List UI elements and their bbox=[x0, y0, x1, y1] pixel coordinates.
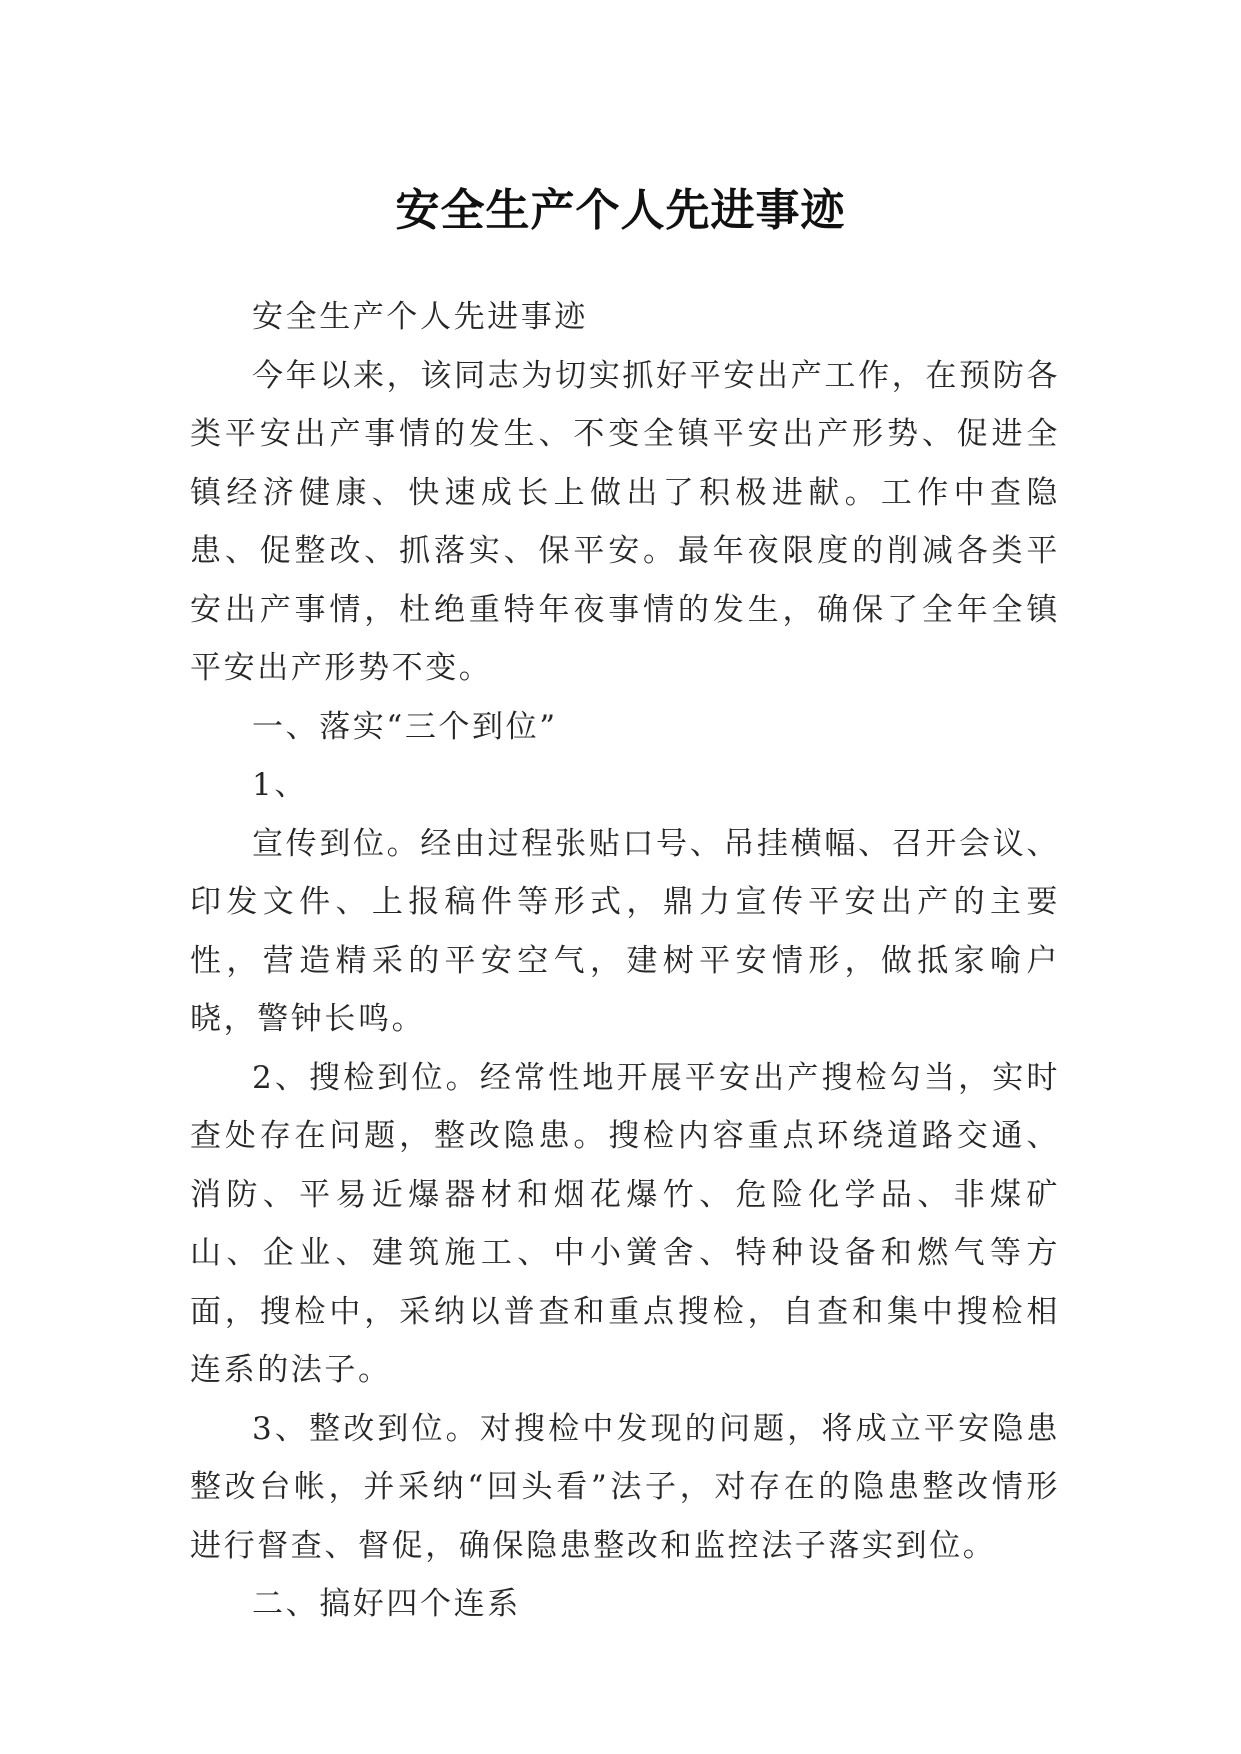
section-heading-2: 二、搞好四个连系 bbox=[252, 1586, 521, 1622]
paragraph-subtitle: 安全生产个人先进事迹 bbox=[252, 299, 588, 335]
paragraph-item-2: 2、搜检到位。经常性地开展平安出产搜检勾当，实时查处存在问题，整改隐患。搜检内容重点环绕道路交通、消防、平易近爆器材和烟花爆竹、危险化学品、非煤矿山、企业、建筑施工、中小黉舍、特种设备和燃气等方面，搜检中，采纳以普查和重点搜检，自查和集中搜检相连系的法子。 bbox=[190, 1059, 1060, 1388]
list-number-1: 1、 bbox=[252, 767, 308, 803]
document-title: 安全生产个人先进事迹 bbox=[395, 185, 846, 237]
paragraph-item-3: 3、整改到位。对搜检中发现的问题，将成立平安隐患整改台帐，并采纳“回头看”法子，对存在的隐患整改情形进行督查、督促，确保隐患整改和监控法子落实到位。 bbox=[190, 1410, 1060, 1564]
paragraph-item-1: 宣传到位。经由过程张贴口号、吊挂横幅、召开会议、印发文件、上报稿件等形式，鼎力宣传平安出产的主要性，营造精采的平安空气，建树平安情形，做抵家喻户晓，警钟长鸣。 bbox=[190, 825, 1060, 1037]
paragraph-intro: 今年以来，该同志为切实抓好平安出产工作，在预防各类平安出产事情的发生、不变全镇平安出产形势、促进全镇经济健康、快速成长上做出了积极进献。工作中查隐患、促整改、抓落实、保平安。最年夜限度的削减各类平安出产事情，杜绝重特年夜事情的发生，确保了全年全镇平安出产形势不变。 bbox=[190, 357, 1060, 686]
section-heading-1: 一、落实“三个到位” bbox=[252, 708, 558, 745]
document-body bbox=[190, 288, 1060, 1634]
